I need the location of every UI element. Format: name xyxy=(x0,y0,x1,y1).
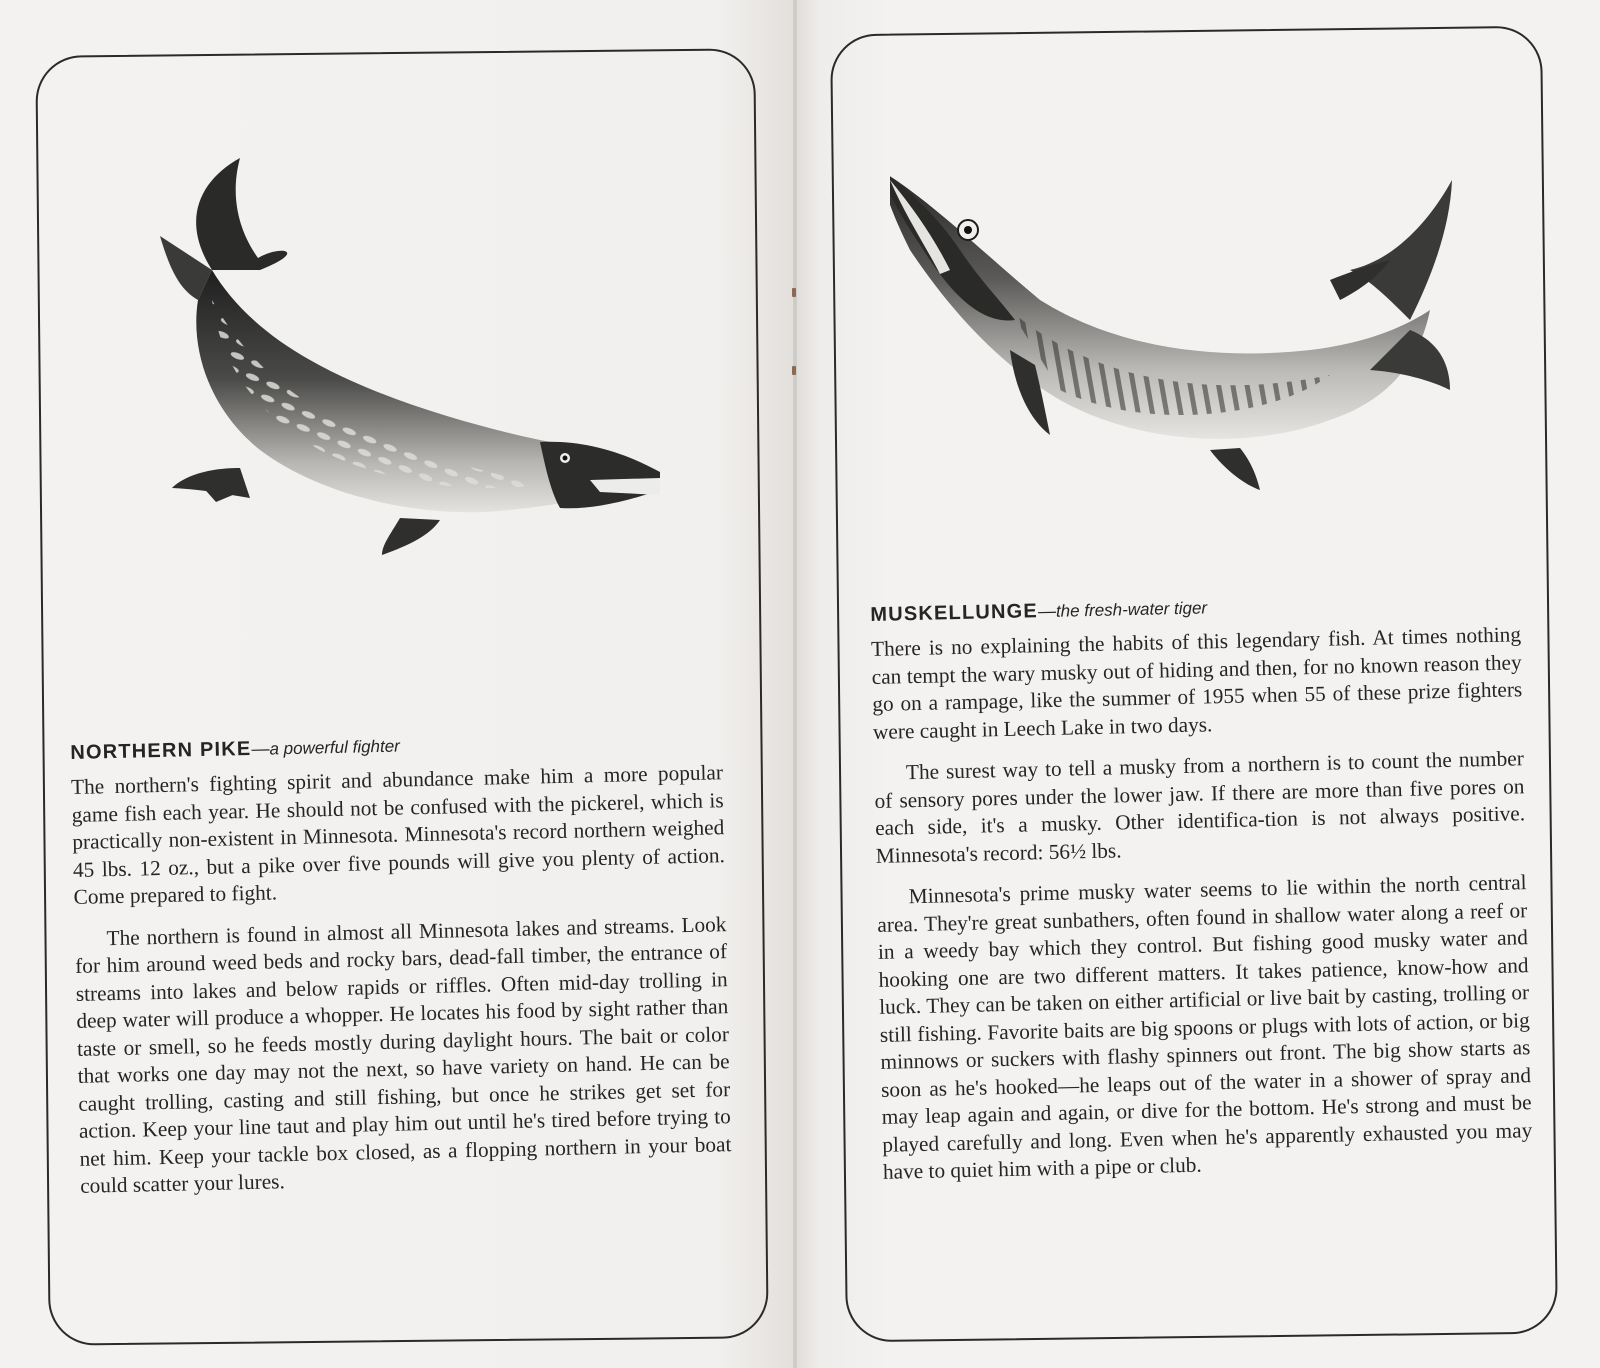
section-title: MUSKELLUNGE xyxy=(870,600,1039,626)
northern-pike-illustration xyxy=(120,150,680,570)
staple-mark xyxy=(792,288,796,297)
paragraph: The northern's fighting spirit and abundance make him a more popular game fish each year. He should not be confused with the pickerel, which is practically non-existent in Minnesota. Minnesota's record northern weighed 45 lbs. 12 oz., but a pike over five pounds will give you plenty of action. Come prepared to fight. xyxy=(70,760,726,909)
muskellunge-illustration xyxy=(890,160,1510,520)
section-title: NORTHERN PIKE xyxy=(70,737,252,764)
staple-mark xyxy=(792,366,796,375)
paragraph: The northern is found in almost all Minnesota lakes and streams. Look for him around weed beds and rocky bars, dead-fall timber, the entrance of streams into lakes and below rapids or riffles. Often mid-day trolling in deep water will produce a whopper. He locates his food by sight rather than taste or smell, so he feeds mostly during daylight hours. The bait or color that works one day may not the next, so have variety on hand. He can be caught trolling, casting and still fishing, but once he strikes get set for action. Keep your line taut and play him out until he's tired before trying to net him. Keep your tackle box closed, as a flopping northern in your boat could scatter your lures. xyxy=(74,911,732,1198)
northern-pike-section xyxy=(70,723,733,1214)
section-subtitle: the fresh-water tiger xyxy=(1055,598,1208,621)
muskellunge-section xyxy=(870,585,1533,1200)
paragraph: There is no explaining the habits of this legendary fish. At times nothing can tempt the wary musky out of hiding and then, for no known reason they go on a rampage, like the summer of 1955 when 55 of these prize fighters were caught in Leech Lake in two days. xyxy=(870,622,1523,744)
paragraph: The surest way to tell a musky from a northern is to count the number of sensory pores under the lower jaw. If there are more than five pores on each side, it's a musky. Other identifica-tion is not always positive. Minnesota's record: 56½ lbs. xyxy=(874,746,1526,868)
page-gutter xyxy=(793,0,797,1368)
section-subtitle: a powerful fighter xyxy=(269,736,401,759)
title-dash: — xyxy=(251,738,270,759)
title-dash: — xyxy=(1037,600,1057,622)
paragraph: Minnesota's prime musky water seems to lie within the north central area. They're great sunbathers, often found in shallow water along a reef or in a weedy bay which they control. But fishing good musky water and hooking one are two different matters. It takes patience, know-how and luck. They can be taken on either artificial or live bait by casting, trolling or still fishing. Favorite baits are big spoons or plugs with lots of action, or big minnows or suckers with flashy spinners out front. The big show starts as soon as he's hooked—he leaps out of the water in a shower of spray and may leap again and again, or dive for the bottom. He's strong and must be played carefully and long. Even when he's apparently exhausted you may have to quiet him with a pipe or club. xyxy=(877,870,1533,1184)
